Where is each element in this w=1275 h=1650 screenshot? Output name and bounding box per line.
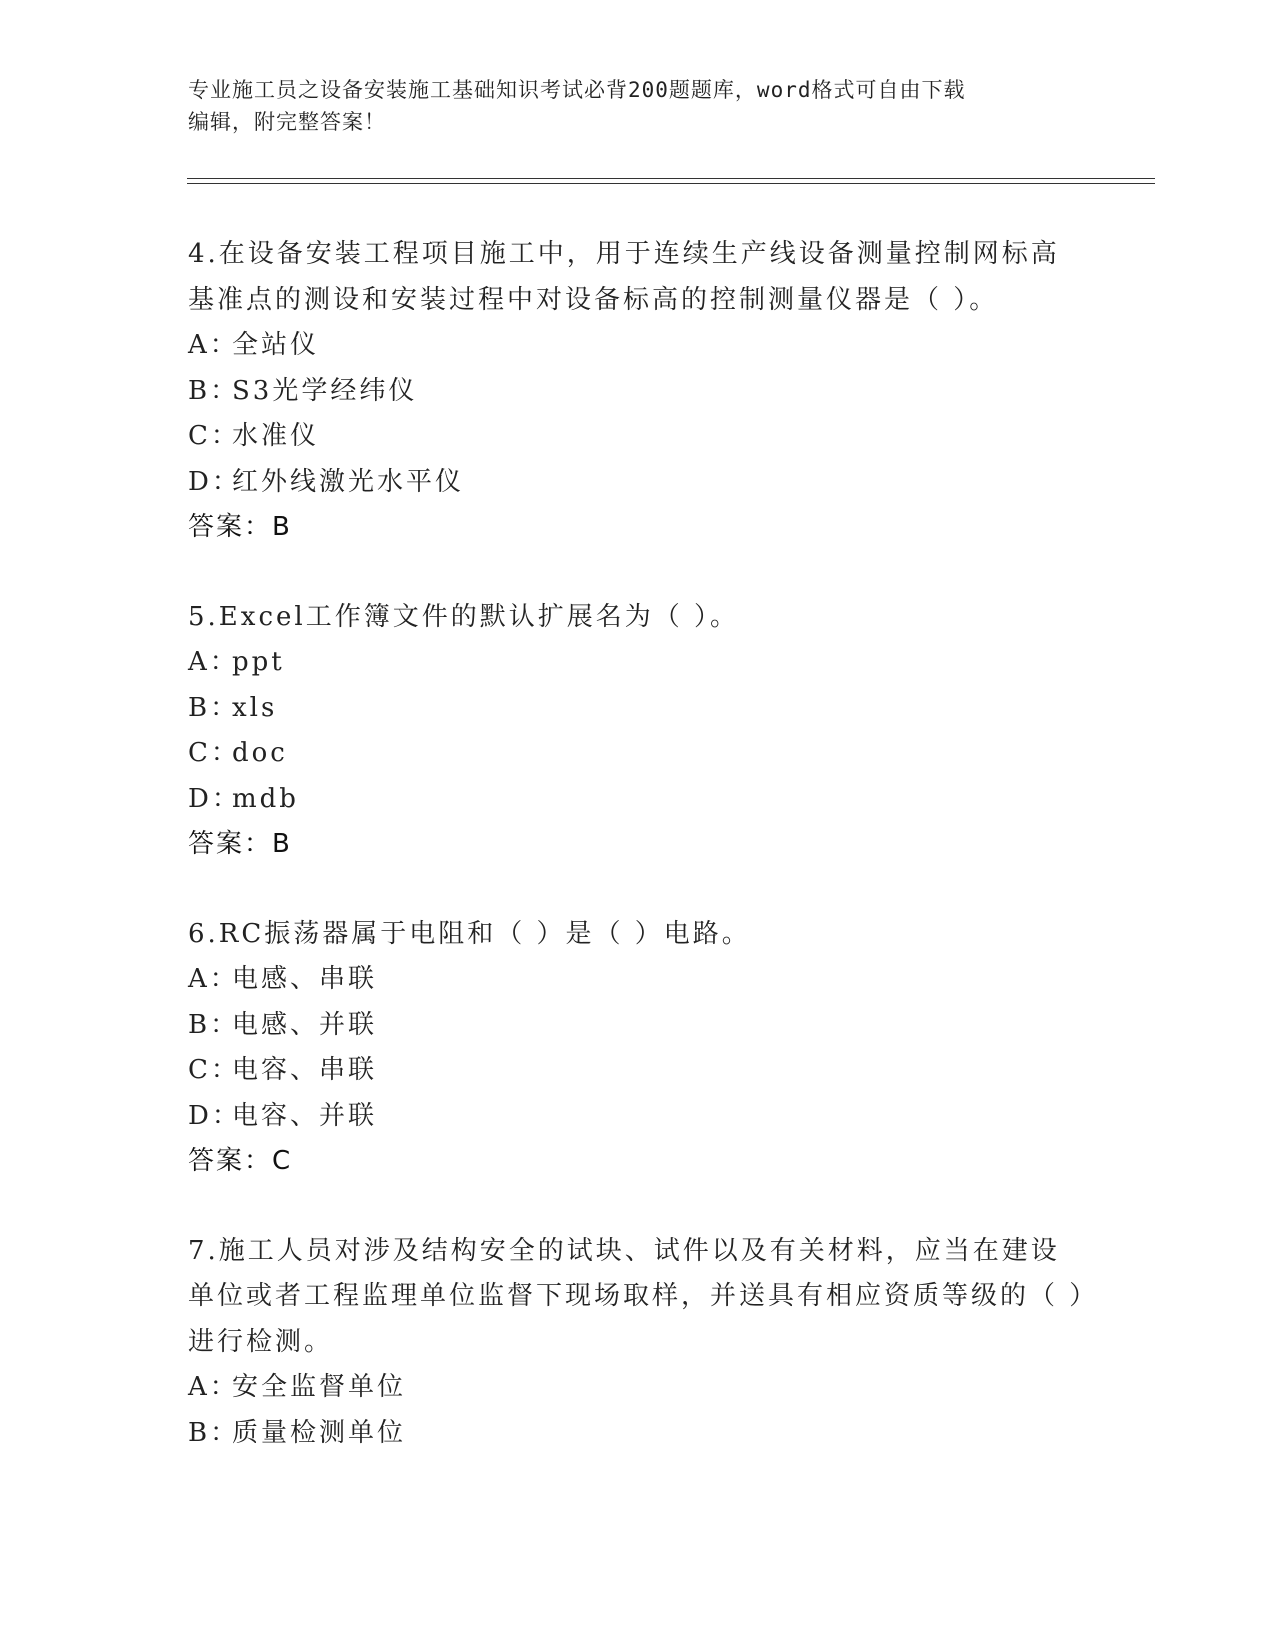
answer-text: 答案：C <box>188 1146 293 1176</box>
option-letter: C： <box>188 1055 240 1085</box>
question-text: 7.施工人员对涉及结构安全的试块、试件以及有关材料，应当在建设单位或者工程监理单位监督下现场取样，并送具有相应资质等级的（ ）进行检测。 <box>188 1235 1086 1357</box>
option-text: xls <box>232 692 278 723</box>
option-text: 电容、串联 <box>232 1055 378 1085</box>
question-4 <box>188 232 1088 551</box>
question-text: 6.RC振荡器属于电阻和（ ）是（ ）电路。 <box>188 918 751 949</box>
question-5 <box>188 595 1088 868</box>
option-letter: B： <box>188 1009 240 1040</box>
header-line-2: 编辑，附完整答案！ <box>188 110 386 134</box>
option-letter: A： <box>188 330 239 360</box>
option-text: 电感、串联 <box>232 964 378 994</box>
option-text: 红外线激光水平仪 <box>232 466 465 497</box>
option-letter: C： <box>188 738 240 768</box>
option-a <box>188 640 1088 686</box>
option-text: doc <box>232 738 288 768</box>
option-letter: B： <box>188 375 240 406</box>
option-b <box>188 1411 1088 1457</box>
option-text: ppt <box>232 647 285 677</box>
option-text: 电感、并联 <box>232 1009 378 1040</box>
option-d <box>188 1094 1088 1140</box>
option-a <box>188 323 1088 369</box>
question-text: 4.在设备安装工程项目施工中，用于连续生产线设备测量控制网标高基准点的测设和安装过程中对设备标高的控制测量仪器是（ ）。 <box>188 239 1060 315</box>
option-d <box>188 460 1088 506</box>
option-b <box>188 686 1088 732</box>
option-letter: D： <box>188 1100 241 1131</box>
option-c <box>188 1048 1088 1094</box>
option-text: 水准仪 <box>232 421 320 451</box>
option-text: mdb <box>232 783 299 814</box>
option-b <box>188 369 1088 415</box>
option-a <box>188 1365 1088 1411</box>
header-divider-bottom <box>187 183 1155 184</box>
option-d <box>188 777 1088 823</box>
question-list <box>188 232 1088 1500</box>
option-letter: B： <box>188 1417 240 1448</box>
option-letter: D： <box>188 783 241 814</box>
option-text: 安全监督单位 <box>232 1372 407 1402</box>
question-6 <box>188 912 1088 1185</box>
option-text: 质量检测单位 <box>232 1417 407 1448</box>
header-line-1: 专业施工员之设备安装施工基础知识考试必背200题题库，word格式可自由下载 <box>188 78 966 102</box>
answer-text: 答案：B <box>188 512 292 542</box>
option-letter: A： <box>188 1372 239 1402</box>
option-letter: B： <box>188 692 240 723</box>
option-letter: A： <box>188 964 239 994</box>
option-letter: C： <box>188 421 240 451</box>
option-letter: A： <box>188 647 239 677</box>
option-letter: D： <box>188 466 241 497</box>
option-a <box>188 957 1088 1003</box>
option-text: S3光学经纬仪 <box>232 375 418 406</box>
option-c <box>188 414 1088 460</box>
document-header <box>188 74 1088 138</box>
header-divider-top <box>187 178 1155 179</box>
option-text: 全站仪 <box>232 330 320 360</box>
question-7 <box>188 1229 1088 1457</box>
option-b <box>188 1003 1088 1049</box>
option-text: 电容、并联 <box>232 1100 378 1131</box>
option-c <box>188 731 1088 777</box>
answer-text: 答案：B <box>188 829 292 859</box>
question-text: 5.Excel工作簿文件的默认扩展名为（ ）。 <box>188 601 739 632</box>
